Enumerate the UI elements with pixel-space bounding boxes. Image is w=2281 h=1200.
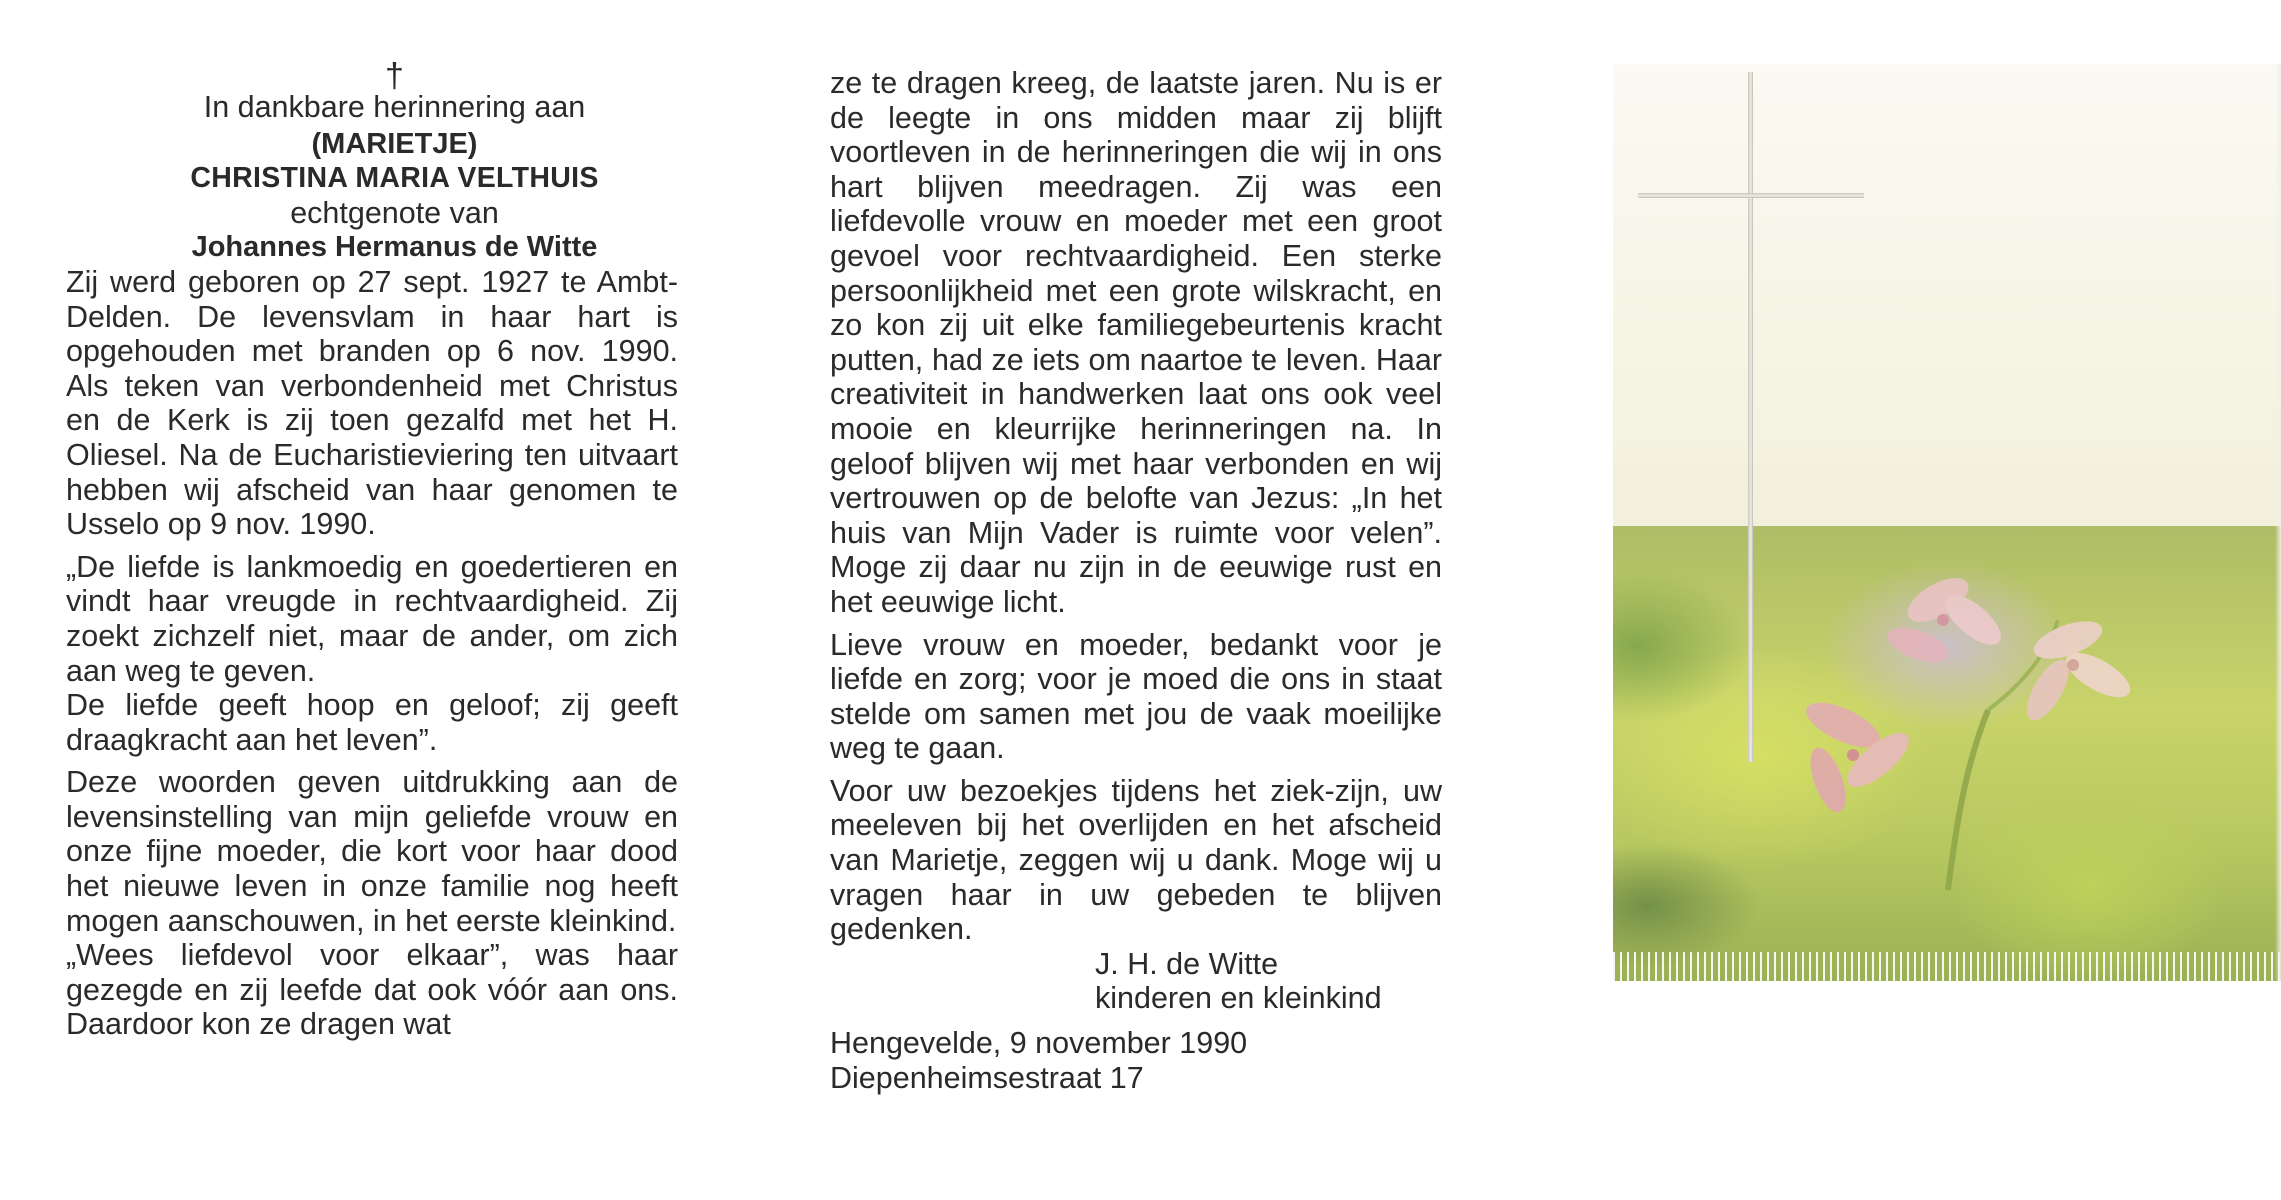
- place-and-address: [830, 1026, 1442, 1095]
- place-date: Hengevelde, 9 november 1990: [830, 1026, 1248, 1061]
- signature-name: J. H. de Witte: [1095, 946, 1279, 981]
- cross-symbol: †: [385, 57, 404, 95]
- card-edge: [2275, 64, 2281, 981]
- left-margin: [1528, 0, 1613, 1000]
- address: Diepenheimsestraat 17: [830, 1060, 1144, 1095]
- remembrance-paragraph: ze te dragen kreeg, de laatste jaren. Nu is er de leegte in ons midden maar zij blijft voortleven in de herinneringen die wij in ons hart blijven meedragen. Zij was een liefdevolle vrouw en moeder met een groot gevoel voor rechtvaardigheid. Een sterke persoonlijkheid met een grote wilskracht, en zo kon zij uit elke familiegebeurtenis kracht putten, had ze iets om naartoe te leven. Haar creativiteit in handwerken laat ons ook veel mooie en kleurrijke herinneringen na. In geloof blijven wij met haar verbonden en wij vertrouwen op de belofte van Jezus: „In het huis van Mijn Vader is ruimte voor velen”. Moge zij daar nu zijn in de eeuwige rust en het eeuwige licht.: [830, 66, 1442, 619]
- biography-paragraph: Zij werd geboren op 27 sept. 1927 te Ambt-Delden. De levensvlam in haar hart is opgehouden met branden op 6 nov. 1990. Als teken van verbondenheid met Christus en de Kerk is zij toen gezalfd met het H. Oliesel. Na de Eucharistieviering ten uitvaart hebben wij afscheid van haar genomen te Usselo op 9 nov. 1990.: [66, 264, 678, 542]
- middle-column: [830, 66, 1442, 1095]
- grass-edge: [1613, 952, 2281, 982]
- intro-line: In dankbare herinnering aan: [203, 90, 586, 124]
- blossom-icon: [1798, 560, 2158, 890]
- card-header: [111, 57, 678, 265]
- left-column: [66, 57, 678, 1042]
- thanks-family-paragraph: Lieve vrouw en moeder, bedankt voor je liefde en zorg; voor je moed die ons in staat stelde om samen met jou de vaak moeilijke weg te gaan.: [830, 627, 1442, 766]
- cover-image: [1528, 0, 2281, 1000]
- husband-name: Johannes Hermanus de Witte: [191, 231, 598, 264]
- quote-paragraph-end: De liefde geeft hoop en geloof; zij geeft draagkracht aan het leven”.: [66, 688, 678, 757]
- spouse-of-line: echtgenote van: [290, 195, 499, 230]
- deceased-name: CHRISTINA MARIA VELTHUIS: [190, 162, 599, 195]
- cross-icon-bar: [1638, 193, 1864, 198]
- nickname: (MARIETJE): [311, 127, 478, 160]
- paper-background: [1528, 64, 2281, 526]
- reflection-paragraph: Deze woorden geven uitdrukking aan de levensinstelling van mijn geliefde vrouw en onze fijne moeder, die kort voor haar dood het nieuwe leven in onze familie nog heeft mogen aanschouwen, in het eerste kleinkind.: [66, 765, 678, 938]
- quote-paragraph: „De liefde is lankmoedig en goedertieren en vindt haar vreugde in rechtvaardigheid. Zij zoekt zichzelf niet, maar de ander, om zich aan weg te geven.: [66, 549, 678, 688]
- signature-family: kinderen en kleinkind: [1095, 981, 1382, 1016]
- cross-icon: [1748, 72, 1753, 762]
- thanks-visitors-paragraph: Voor uw bezoekjes tijdens het ziek-zijn, uw meeleven bij het overlijden en het afscheid van Marietje, zeggen wij u dank. Moge wij u vragen haar in uw gebeden te blijven gedenken.: [830, 773, 1442, 947]
- signature: [1095, 947, 1442, 1016]
- saying-paragraph: „Wees liefdevol voor elkaar”, was haar gezegde en zij leefde dat ook vóór aan ons. Daardoor kon ze dragen wat: [66, 938, 678, 1042]
